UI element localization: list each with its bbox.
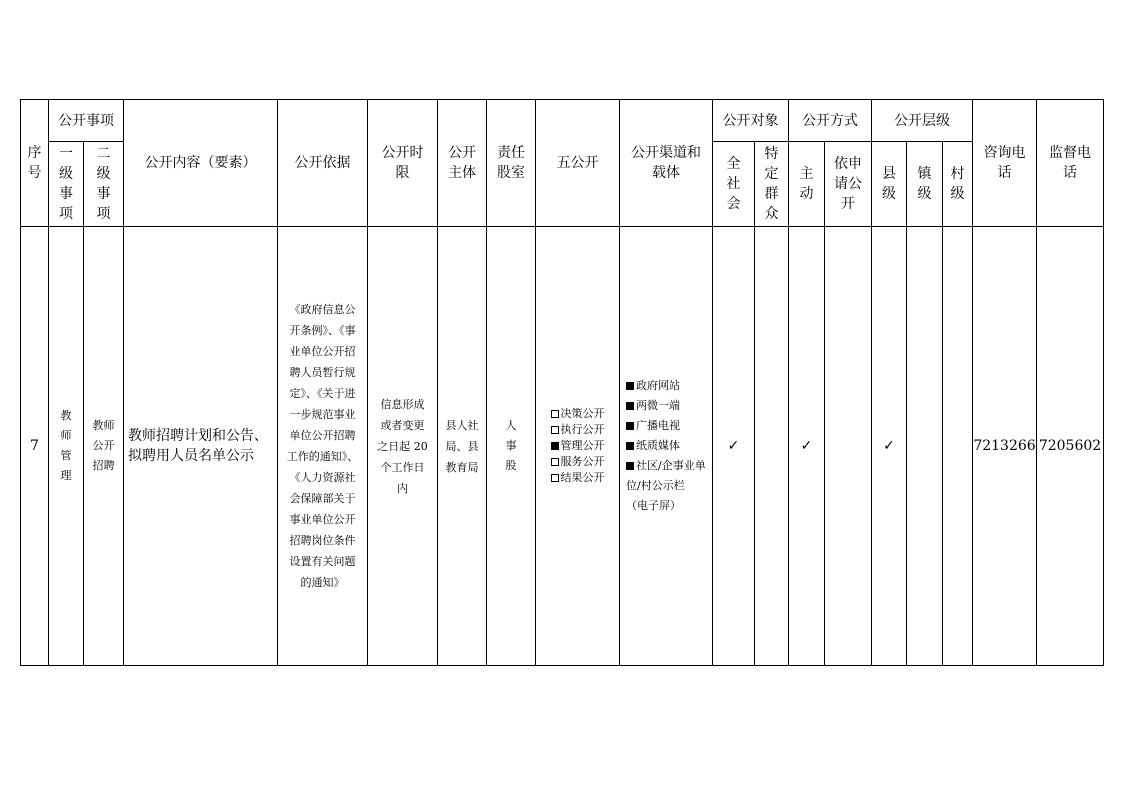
channel-item: 纸质媒体 (626, 436, 706, 456)
row-consult-phone: 7213266 (973, 227, 1037, 666)
header-consult-phone: 咨询电话 (973, 100, 1037, 227)
row-content: 教师招聘计划和公告、拟聘用人员名单公示 (124, 227, 278, 666)
five-item: 服务公开 (551, 454, 605, 470)
header-method: 公开方式 (789, 100, 872, 142)
checkbox-icon (551, 474, 559, 482)
row-audience-specific (755, 227, 789, 666)
filled-square-icon (626, 442, 634, 450)
row-channels (620, 227, 713, 666)
header-level2: 二级事项 (84, 142, 124, 227)
five-item: 结果公开 (551, 470, 605, 486)
row-tier-village (943, 227, 973, 666)
filled-square-icon (626, 422, 634, 430)
row-audience-all-check: ✓ (713, 227, 755, 666)
header-five: 五公开 (536, 100, 620, 227)
header-time-limit: 公开时限 (368, 100, 438, 227)
header-channel: 公开渠道和载体 (620, 100, 713, 227)
header-content: 公开内容（要素） (124, 100, 278, 227)
header-tier-town: 镇级 (907, 142, 943, 227)
header-level1: 一级事项 (49, 142, 84, 227)
row-office: 人事股 (487, 227, 536, 666)
disclosure-table (20, 99, 1104, 666)
channel-item: 政府网站 (626, 376, 706, 396)
header-items: 公开事项 (49, 100, 124, 142)
row-level2: 教师公开招聘 (84, 227, 124, 666)
row-subject: 县人社局、县教育局 (438, 227, 487, 666)
row-supervise-phone: 7205602 (1037, 227, 1104, 666)
header-method-apply: 依申请公开 (825, 142, 872, 227)
five-item: 执行公开 (551, 422, 605, 438)
checkbox-icon (551, 410, 559, 418)
channel-item: 社区/企事业单位/村公示栏（电子屏） (626, 459, 706, 512)
checkbox-icon (551, 458, 559, 466)
header-audience-specific: 特定群众 (755, 142, 789, 227)
header-tier-county: 县级 (872, 142, 907, 227)
row-method-apply (825, 227, 872, 666)
row-tier-county-check: ✓ (872, 227, 907, 666)
header-audience-all: 全社会 (713, 142, 755, 227)
five-item: 决策公开 (551, 406, 605, 422)
header-tier: 公开层级 (872, 100, 973, 142)
header-supervise-phone: 监督电话 (1037, 100, 1104, 227)
checkbox-icon (551, 426, 559, 434)
row-basis: 《政府信息公开条例》、《事业单位公开招聘人员暂行规定》、《关于进一步规范事业单位公开招聘工作的通知》、《人力资源社会保障部关于事业单位公开招聘岗位条件设置有关问题的通知》 (278, 227, 368, 666)
channel-list (626, 376, 706, 516)
header-audience: 公开对象 (713, 100, 789, 142)
row-five (536, 227, 620, 666)
checkbox-checked-icon (551, 442, 559, 450)
header-office: 责任股室 (487, 100, 536, 227)
row-level1: 教师管理 (49, 227, 84, 666)
row-time-limit: 信息形成或者变更之日起 20 个工作日内 (368, 227, 438, 666)
filled-square-icon (626, 462, 634, 470)
five-list (551, 406, 605, 486)
channel-item: 广播电视 (626, 416, 706, 436)
five-item: 管理公开 (551, 438, 605, 454)
filled-square-icon (626, 402, 634, 410)
header-subject: 公开主体 (438, 100, 487, 227)
channel-item: 两微一端 (626, 396, 706, 416)
header-tier-village: 村级 (943, 142, 973, 227)
header-basis: 公开依据 (278, 100, 368, 227)
header-method-active: 主动 (789, 142, 825, 227)
filled-square-icon (626, 382, 634, 390)
table-row (21, 227, 1104, 666)
row-seq: 7 (21, 227, 49, 666)
row-method-active-check: ✓ (789, 227, 825, 666)
header-seq: 序号 (21, 100, 49, 227)
row-tier-town (907, 227, 943, 666)
